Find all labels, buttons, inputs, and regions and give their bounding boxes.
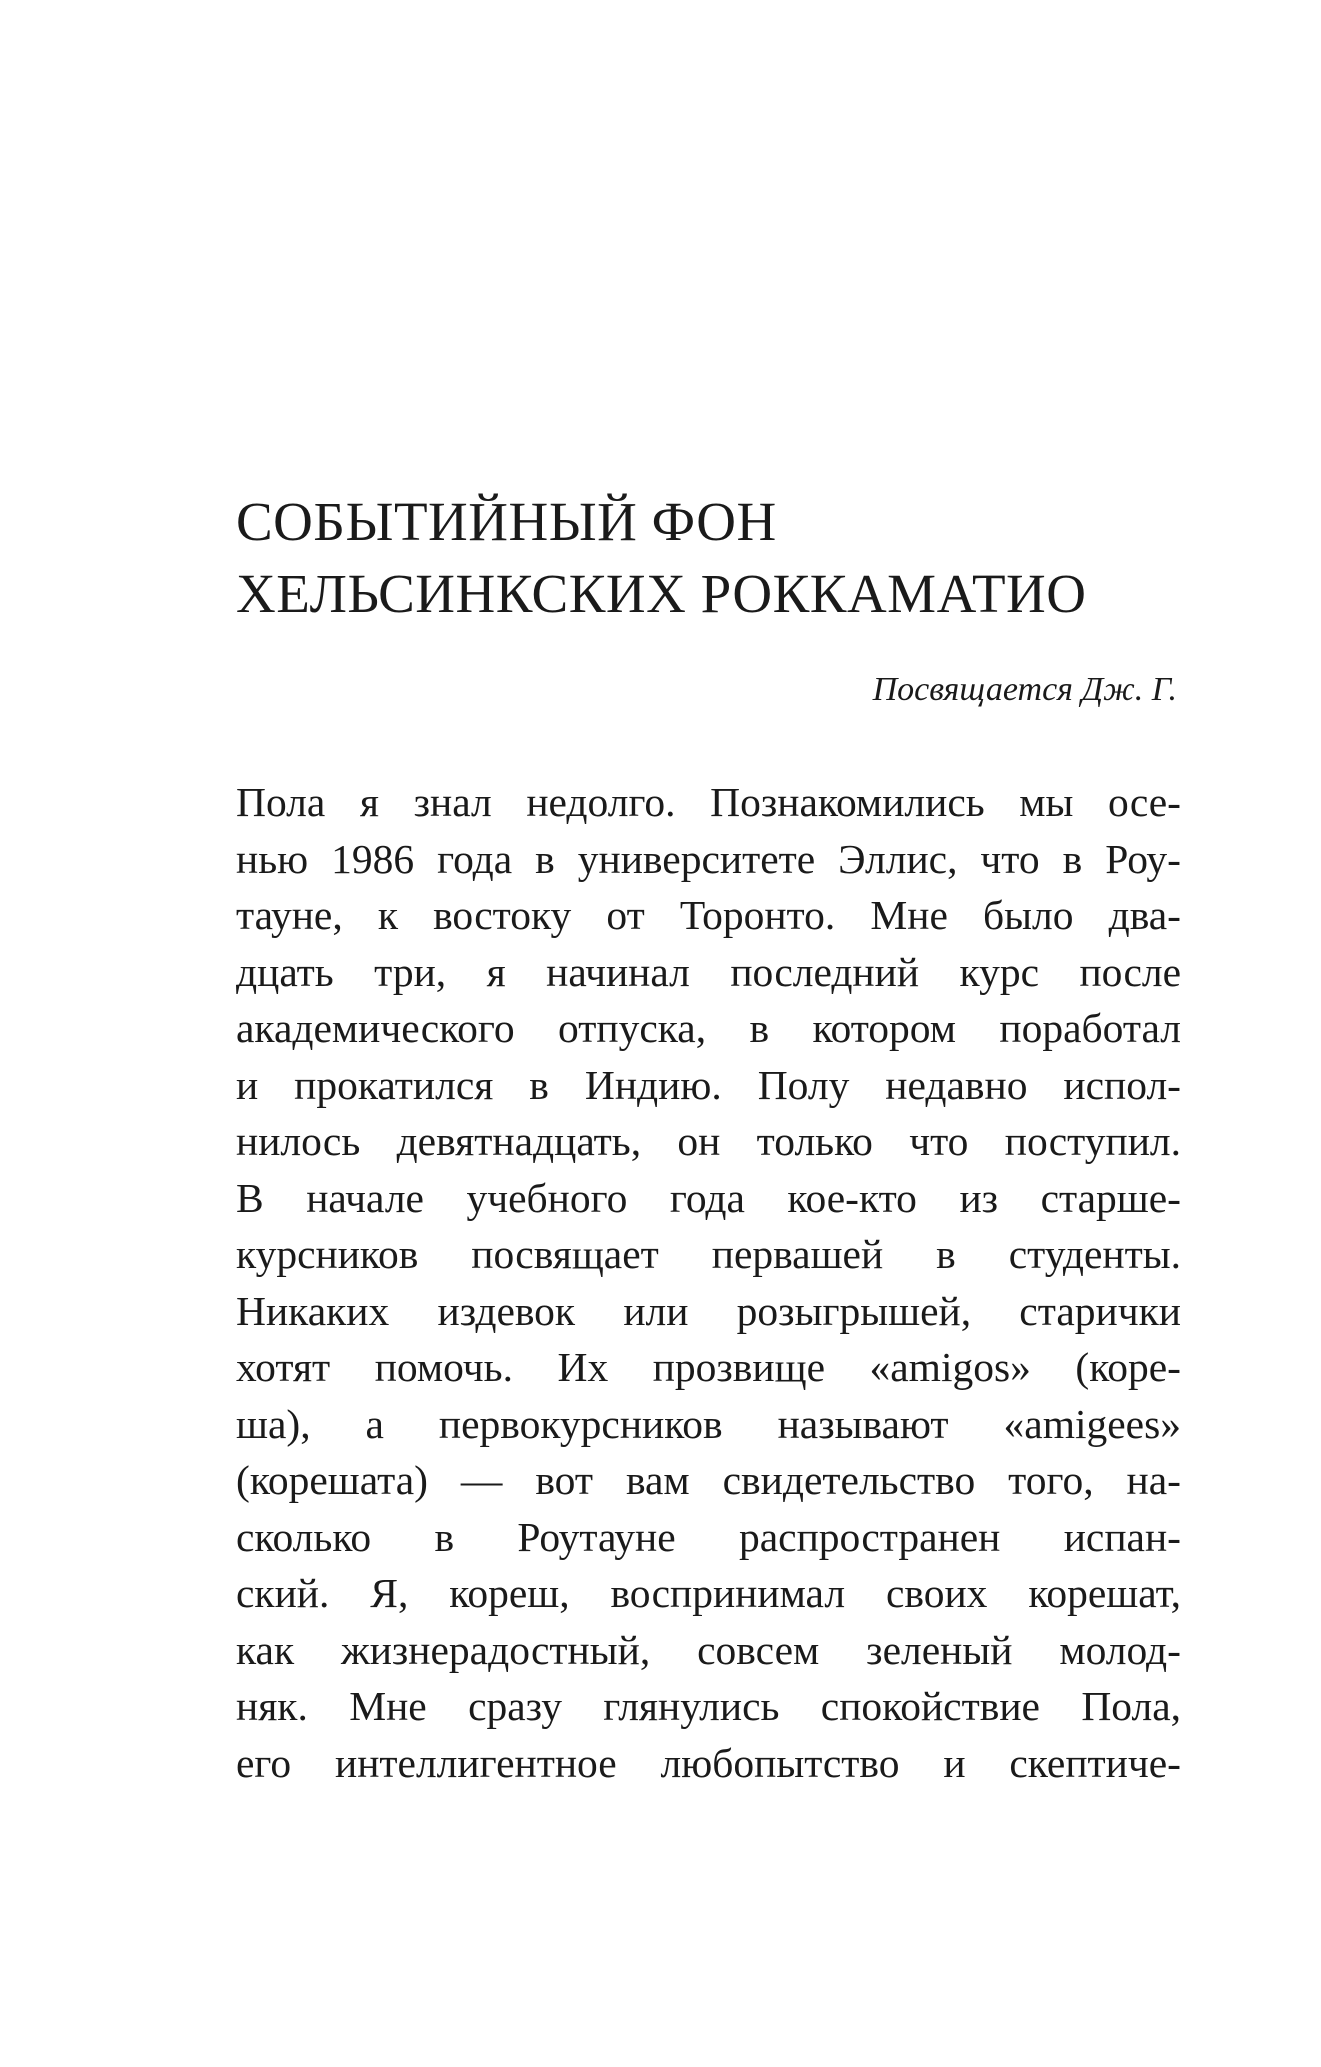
body-line: нилось девятнадцать, он только что поступил. — [236, 1118, 1181, 1164]
body-line: и прокатился в Индию. Полу недавно испол- — [236, 1061, 1181, 1108]
chapter-title-line-2: ХЕЛЬСИНКСКИХ РОККАМАТИО — [236, 563, 1087, 624]
chapter-title-line-1: СОБЫТИЙНЫЙ ФОН — [236, 491, 777, 552]
body-line: (корешата) — вот вам свидетельство того, на- — [236, 1457, 1181, 1503]
body-line: ша), а первокурсников называют «amigees» — [236, 1400, 1181, 1447]
chapter-title — [236, 486, 1196, 630]
body-line: дцать три, я начинал последний курс после — [236, 948, 1181, 995]
body-line: ский. Я, кореш, воспринимал своих корешат, — [236, 1570, 1181, 1616]
body-line: Пола я знал недолго. Познакомились мы осе- — [236, 779, 1181, 825]
body-line: тауне, к востоку от Торонто. Мне было два- — [236, 892, 1181, 938]
body-line: курсников посвящает первашей в студенты. — [236, 1231, 1181, 1277]
dedication: Посвящается Дж. Г. — [872, 671, 1177, 708]
body-line: сколько в Роутауне распространен испан- — [236, 1513, 1181, 1560]
body-line: его интеллигентное любопытство и скептиче- — [236, 1739, 1181, 1786]
body-line: как жизнерадостный, совсем зеленый молод- — [236, 1626, 1181, 1673]
body-line: няк. Мне сразу глянулись спокойствие Пола, — [236, 1683, 1181, 1729]
body-paragraph — [236, 774, 1181, 1791]
body-line: нью 1986 года в университете Эллис, что в Роу- — [236, 835, 1181, 882]
body-line: Никаких издевок или розыгрышей, старички — [236, 1287, 1181, 1334]
body-line: академического отпуска, в котором поработал — [236, 1005, 1181, 1051]
body-line: В начале учебного года кое-кто из старше- — [236, 1174, 1181, 1221]
body-line: хотят помочь. Их прозвище «amigos» (коре- — [236, 1344, 1181, 1390]
